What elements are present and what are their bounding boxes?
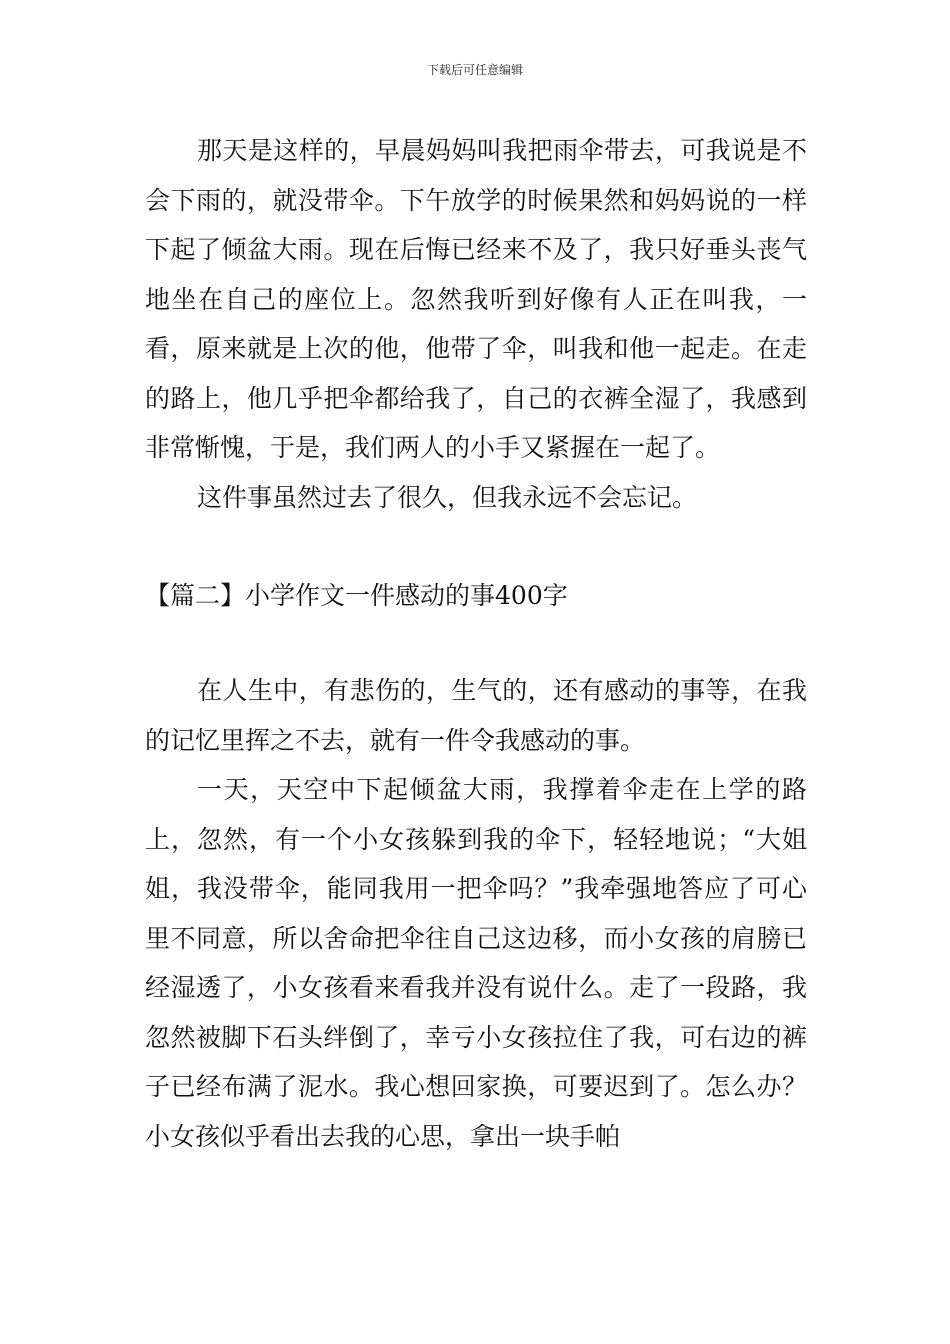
section-title: 【篇二】小学作文一件感动的事400字 (145, 581, 568, 610)
paragraph-rain-story: 那天是这样的，早晨妈妈叫我把雨伞带去，可我说是不会下雨的，就没带伞。下午放学的时候果然和妈妈说的一样下起了倾盆大雨。现在后悔已经来不及了，我只好垂头丧气地坐在自己的座位上。忽然我听到好像有人正在叫我，一看，原来就是上次的他，他带了伞，叫我和他一起走。在走的路上，他几乎把伞都给我了，自己的衣裤全湿了，我感到非常惭愧，于是，我们两人的小手又紧握在一起了。 (145, 136, 807, 462)
section-spacer (145, 616, 807, 666)
document-body (145, 126, 807, 1161)
paragraph-umbrella-girl: 一天，天空中下起倾盆大雨，我撑着伞走在上学的路上，忽然，有一个小女孩躲到我的伞下，轻轻地说；“大姐姐，我没带伞，能同我用一把伞吗？”我牵强地答应了可心里不同意，所以舍命把伞往自己这边移，而小女孩的肩膀已经湿透了，小女孩看来看我并没有说什么。走了一段路，我忽然被脚下石头绊倒了，幸亏小女孩拉住了我，可右边的裤子已经布满了泥水。我心想回家换，可要迟到了。怎么办？小女孩似乎看出去我的心思，拿出一块手帕 (145, 775, 807, 1151)
paragraph-intro: 在人生中，有悲伤的，生气的，还有感动的事等，在我的记忆里挥之不去，就有一件令我感动的事。 (145, 676, 807, 755)
page-header-note: 下载后可任意编辑 (426, 63, 523, 77)
paragraph-never-forget: 这件事虽然过去了很久，但我永远不会忘记。 (197, 482, 698, 512)
